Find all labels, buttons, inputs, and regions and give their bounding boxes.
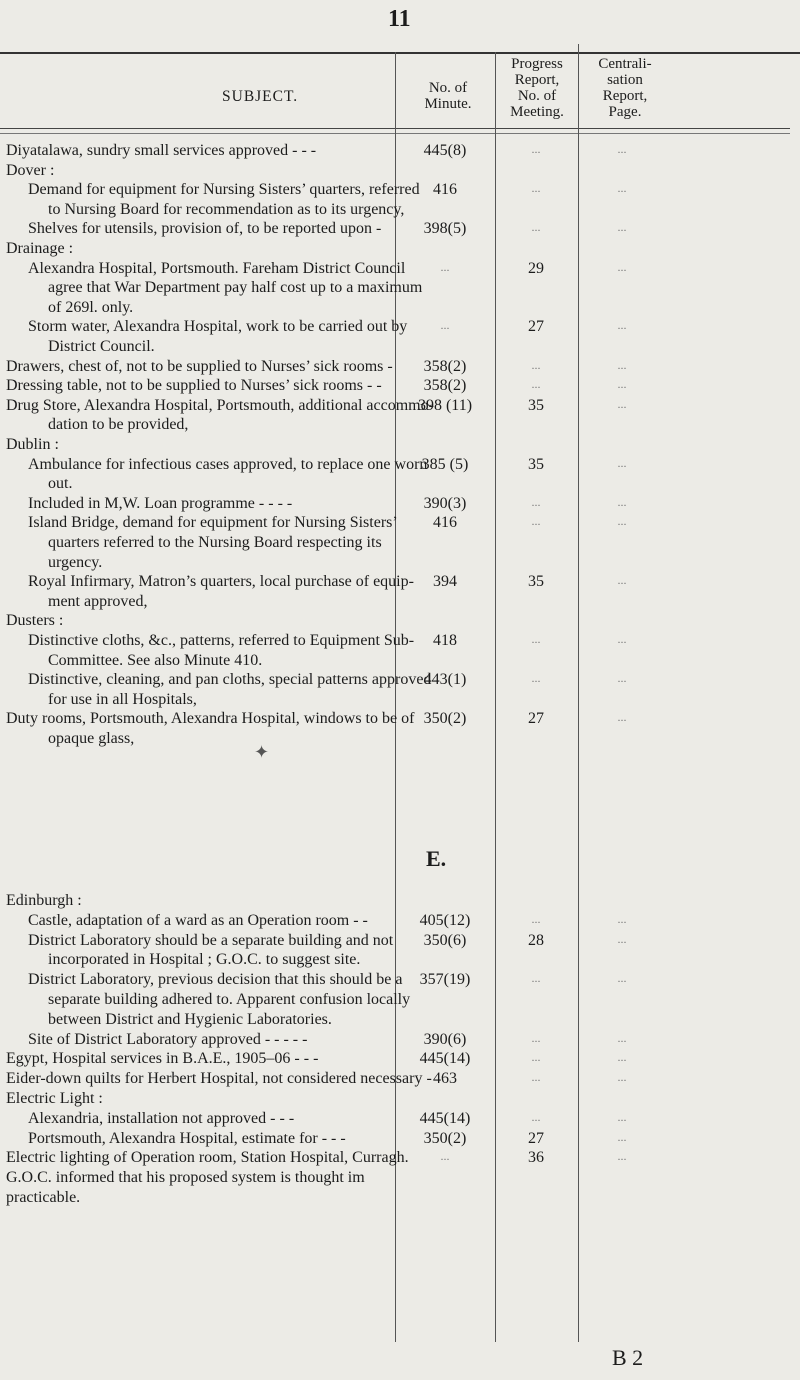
progress-ref: ... (531, 1109, 541, 1124)
centralisation-ref: ... (617, 357, 627, 372)
centralisation-ref: ... (617, 931, 627, 946)
entry-text: Distinctive, cleaning, and pan cloths, special patterns approved (28, 671, 432, 689)
centralisation-ref: ... (617, 181, 627, 196)
entry-text: Site of District Laboratory approved - - - - - (28, 1030, 308, 1048)
index-entry-line (0, 1070, 800, 1090)
entry-text: Dusters : (6, 612, 64, 630)
progress-ref: ... (531, 1050, 541, 1065)
entry-text: Eider-down quilts for Herbert Hospital, not considered necessary - (6, 1070, 432, 1088)
entry-text: separate building adhered to. Apparent confusion locally (48, 991, 411, 1008)
entry-text: out. (48, 475, 73, 493)
entry-text: urgency. (48, 553, 103, 571)
entry-text: District Laboratory should be a separate building and not (28, 931, 394, 949)
minute-ref: 398(5) (423, 220, 467, 238)
progress-ref: ... (531, 494, 541, 509)
progress-ref: ... (531, 911, 541, 926)
entry-text: to Nursing Board for recommendation as to its urgency, (48, 200, 405, 218)
index-entry-line (0, 612, 800, 632)
index-entry-line (0, 951, 800, 971)
progress-ref: ... (531, 142, 541, 156)
index-entry-line (0, 632, 800, 652)
index-entry-line (0, 338, 800, 358)
minute-ref: 357(19) (419, 971, 471, 989)
progress-ref: ... (531, 220, 541, 235)
minute-ref: ... (440, 259, 450, 274)
centralisation-ref: ... (617, 514, 627, 529)
minute-ref: 390(6) (423, 1030, 467, 1048)
entry-text: Drawers, chest of, not to be supplied to Nurses’ sick rooms - (6, 357, 393, 375)
progress-ref: ... (531, 671, 541, 686)
index-entry-line (0, 710, 800, 730)
subject-header: SUBJECT. (222, 88, 299, 105)
entry-text: Included in M,W. Loan programme - - - - (28, 494, 293, 512)
index-entry-line (0, 1110, 800, 1130)
minute-ref: 394 (433, 573, 457, 591)
entry-text: incorporated in Hospital ; G.O.C. to suggest site. (48, 951, 361, 969)
entry-text: Egypt, Hospital services in B.A.E., 1905–06 - - - (6, 1050, 319, 1068)
header-line: sation (607, 72, 643, 88)
index-entry-line (0, 1050, 800, 1070)
entry-text: agree that War Department pay half cost up to a maximum (48, 279, 423, 297)
minute-ref: 390(3) (423, 494, 467, 512)
header-line: No. of (428, 80, 468, 96)
section-letter: E. (426, 846, 447, 871)
minute-ref: 445(14) (419, 1050, 471, 1068)
minute-ref: 443(1) (423, 671, 467, 689)
centralisation-ref: ... (617, 396, 627, 411)
progress-ref: 28 (528, 931, 544, 949)
minute-ref: ... (440, 318, 450, 333)
stray-mark: ✦ (254, 742, 270, 762)
entry-text: of 269l. only. (48, 298, 134, 316)
entry-text: Dublin : (6, 436, 59, 453)
progress-ref: 27 (528, 1129, 544, 1147)
centralisation-ref: ... (617, 671, 627, 686)
entry-text: Alexandra Hospital, Portsmouth. Fareham District Council (28, 259, 406, 277)
entry-text: Ambulance for infectious cases approved, to replace one worn (28, 455, 428, 473)
index-entry-line (0, 416, 800, 436)
index-entry-line (0, 377, 800, 397)
index-entry-line (0, 260, 800, 280)
entry-text: Drainage : (6, 240, 74, 257)
centralisation-ref: ... (617, 220, 627, 235)
header-line: Report, (602, 88, 648, 104)
entry-text: practicable. (6, 1189, 81, 1206)
entry-text: Royal Infirmary, Matron’s quarters, local purchase of equip- (28, 573, 414, 591)
header-line: Page. (608, 104, 642, 120)
centralisation-ref: ... (617, 259, 627, 274)
index-entry-line (0, 495, 800, 515)
index-entry-line (0, 1090, 800, 1110)
centralisation-ref: ... (617, 455, 627, 470)
progress-ref: ... (531, 181, 541, 196)
progress-ref: ... (531, 632, 541, 646)
index-entry-line (0, 142, 800, 162)
minute-ref: 416 (433, 181, 457, 199)
index-entry-line (0, 1189, 800, 1209)
header-line: Meeting. (510, 104, 564, 120)
minute-ref: 418 (433, 632, 457, 649)
entry-text: Portsmouth, Alexandra Hospital, estimate for - - - (28, 1129, 346, 1147)
progress-ref: ... (531, 971, 541, 986)
progress-ref: 35 (528, 396, 544, 414)
centralisation-ref: ... (617, 971, 627, 986)
header-line: Progress (511, 56, 563, 72)
centralisation-ref: ... (617, 494, 627, 509)
index-entry-line (0, 220, 800, 240)
entry-text: dation to be provided, (48, 416, 189, 434)
index-entry-line (0, 593, 800, 613)
header-line: No. of (517, 88, 557, 104)
centralisation-ref: ... (617, 710, 627, 725)
index-entry-line (0, 534, 800, 554)
index-entry-line (0, 162, 800, 182)
index-entry-line (0, 892, 800, 912)
minute-ref: 463 (433, 1070, 457, 1088)
minute-column-header (418, 80, 478, 112)
index-entry-line (0, 730, 800, 750)
progress-ref: 29 (528, 259, 544, 277)
entry-text: Edinburgh : (6, 892, 82, 909)
index-entry-line (0, 912, 800, 932)
minute-ref: 350(6) (423, 931, 467, 949)
index-entry-line (0, 554, 800, 574)
minute-ref: 350(2) (423, 1129, 467, 1147)
minute-ref: 358(2) (423, 377, 467, 395)
minute-ref: 445(14) (419, 1109, 471, 1127)
index-entry-line (0, 397, 800, 417)
centralisation-ref: ... (617, 1050, 627, 1065)
entry-text: Duty rooms, Portsmouth, Alexandra Hospital, windows to be of (6, 710, 415, 728)
index-entry-line (0, 671, 800, 691)
centralisation-ref: ... (617, 318, 627, 333)
index-entry-line (0, 1169, 800, 1189)
minute-ref: ... (440, 1149, 450, 1164)
progress-ref: ... (531, 357, 541, 372)
minute-ref: 398 (11) (417, 396, 473, 414)
progress-ref: ... (531, 1030, 541, 1045)
entry-text: opaque glass, (48, 730, 135, 747)
progress-column-header (496, 56, 578, 120)
centralisation-ref: ... (617, 573, 627, 588)
entry-text: Committee. See also Minute 410. (48, 651, 263, 669)
entry-text: between District and Hygienic Laboratories. (48, 1010, 332, 1028)
centralisation-ref: ... (617, 1070, 627, 1085)
progress-ref: ... (531, 377, 541, 392)
entry-text: Island Bridge, demand for equipment for Nursing Sisters’ (28, 514, 398, 532)
header-line: Minute. (424, 96, 472, 112)
centralisation-ref: ... (617, 632, 627, 646)
entry-text: District Laboratory, previous decision that this should be a (28, 971, 403, 989)
entry-text: Dover : (6, 161, 55, 179)
index-entry-line (0, 1130, 800, 1150)
centralisation-ref: ... (617, 377, 627, 392)
entry-text: Storm water, Alexandra Hospital, work to be carried out by (28, 318, 408, 336)
entry-text: quarters referred to the Nursing Board respecting its (48, 534, 382, 551)
entry-text: Shelves for utensils, provision of, to be reported upon - (28, 220, 382, 238)
index-entry-line (0, 475, 800, 495)
index-entry-line (0, 299, 800, 319)
index-entry-line (0, 573, 800, 593)
index-entry-line (0, 201, 800, 221)
index-entry-line (0, 971, 800, 991)
progress-ref: 27 (528, 710, 544, 728)
entry-text: ment approved, (48, 592, 148, 610)
header-line: Report, (514, 72, 560, 88)
minute-ref: 350(2) (423, 710, 467, 728)
progress-ref: 27 (528, 318, 544, 336)
index-entry-line (0, 456, 800, 476)
index-entry-line (0, 1031, 800, 1051)
entry-text: Dressing table, not to be supplied to Nurses’ sick rooms - - (6, 377, 382, 395)
minute-ref: 445(8) (423, 142, 467, 159)
page-number: 11 (388, 6, 411, 32)
index-entry-line (0, 318, 800, 338)
index-entry-line (0, 691, 800, 711)
index-entry-line (0, 279, 800, 299)
index-entry-line (0, 1149, 800, 1169)
entry-text: G.O.C. informed that his proposed system is thought im (6, 1169, 365, 1187)
entry-text: for use in all Hospitals, (48, 690, 197, 708)
index-entry-line (0, 652, 800, 672)
index-entry-line (0, 358, 800, 378)
entry-text: Diyatalawa, sundry small services approved - - - (6, 142, 317, 159)
minute-ref: 416 (433, 514, 457, 532)
progress-ref: 35 (528, 573, 544, 591)
index-entry-line (0, 181, 800, 201)
entry-text: Drug Store, Alexandra Hospital, Portsmouth, additional accommo- (6, 396, 434, 414)
centralisation-ref: ... (617, 142, 627, 156)
index-entry-line (0, 240, 800, 260)
entry-text: Electric lighting of Operation room, Station Hospital, Curragh. (6, 1149, 409, 1167)
entry-text: Castle, adaptation of a ward as an Operation room - - (28, 911, 368, 929)
entry-text: Electric Light : (6, 1090, 103, 1107)
centralisation-ref: ... (617, 1030, 627, 1045)
progress-ref: ... (531, 1070, 541, 1085)
header-line: Centrali- (598, 56, 652, 72)
progress-ref: 35 (528, 455, 544, 473)
progress-ref: 36 (528, 1149, 544, 1167)
centralisation-ref: ... (617, 911, 627, 926)
signature-mark: B 2 (612, 1345, 644, 1370)
index-entry-line (0, 514, 800, 534)
progress-ref: ... (531, 514, 541, 529)
index-entry-line (0, 991, 800, 1011)
centralisation-ref: ... (617, 1129, 627, 1144)
minute-ref: 385 (5) (421, 455, 469, 473)
centralisation-ref: ... (617, 1109, 627, 1124)
entry-text: District Council. (48, 338, 155, 355)
centralisation-ref: ... (617, 1149, 627, 1164)
entry-text: Alexandria, installation not approved - - - (28, 1109, 295, 1127)
entry-text: Demand for equipment for Nursing Sisters’ quarters, referred (28, 181, 420, 199)
index-entry-line (0, 1011, 800, 1031)
minute-ref: 358(2) (423, 357, 467, 375)
entry-text: Distinctive cloths, &c., patterns, referred to Equipment Sub- (28, 632, 415, 649)
index-entry-line (0, 932, 800, 952)
centralisation-column-header (580, 56, 670, 120)
index-entry-line (0, 436, 800, 456)
minute-ref: 405(12) (419, 911, 471, 929)
header-top-rule (0, 52, 800, 54)
